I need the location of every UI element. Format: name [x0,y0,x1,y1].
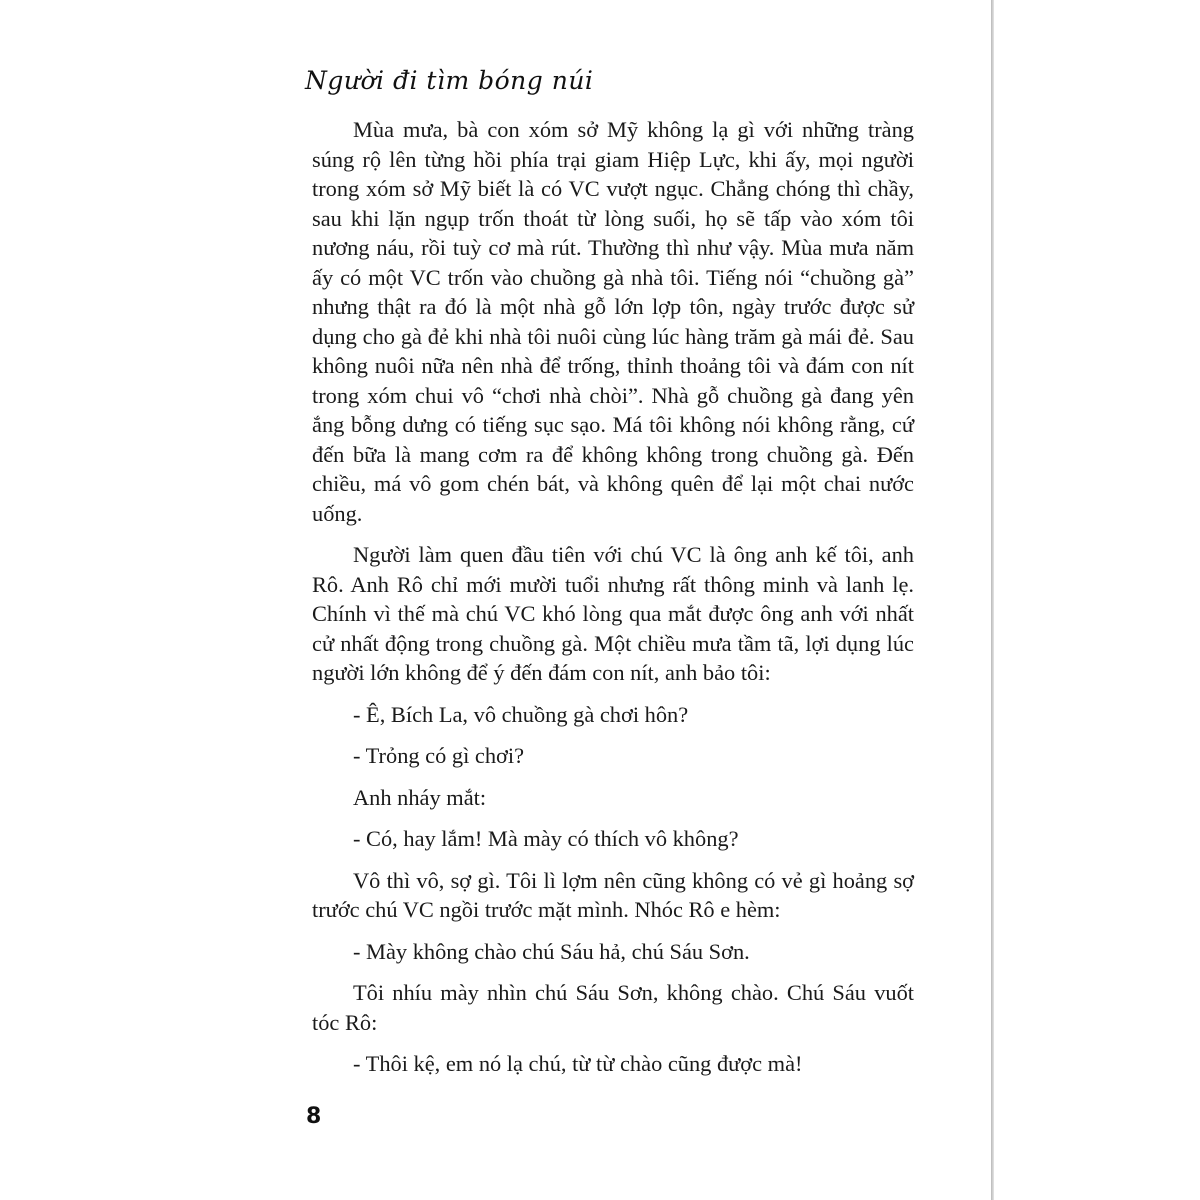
dialogue-line: - Có, hay lắm! Mà mày có thích vô không? [353,826,739,851]
dialogue-line: - Ê, Bích La, vô chuồng gà chơi hôn? [353,701,689,727]
dialogue-line: - Mày không chào chú Sáu hả, chú Sáu Sơn. [353,938,750,964]
body-text [312,115,914,1091]
page-edge [991,0,994,1200]
dialogue-line: - Thôi kệ, em nó lạ chú, từ từ chào cũng được mà! [353,1051,803,1076]
paragraph: Anh nháy mắt: [353,784,487,810]
paragraph: Tôi nhíu mày nhìn chú Sáu Sơn, không chào. Chú Sáu vuốt tóc Rô: [312,980,914,1035]
paragraph: Vô thì vô, sợ gì. Tôi lì lợm nên cũng không có vẻ gì hoảng sợ trước chú VC ngồi trước mặt mình. Nhóc Rô e hèm: [312,867,914,922]
dialogue-line: - Trỏng có gì chơi? [353,743,525,768]
running-header: Người đi tìm bóng núi [305,66,594,95]
paragraph: Người làm quen đầu tiên với chú VC là ông anh kế tôi, anh Rô. Anh Rô chỉ mới mười tuổi nhưng rất thông minh và lanh lẹ. Chính vì thế mà chú VC khó lòng qua mắt được ông anh với nhất cử nhất động trong chuồng gà. Một chiều mưa tầm tã, lợi dụng lúc người lớn không để ý đến đám con nít, anh bảo tôi: [312,542,914,685]
page-number: 8 [306,1104,322,1129]
paragraph: Mùa mưa, bà con xóm sở Mỹ không lạ gì với những tràng súng rộ lên từng hồi phía trại giam Hiệp Lực, khi ấy, mọi người trong xóm sở Mỹ biết là có VC vượt ngục. Chẳng chóng thì chầy, sau khi lặn ngụp trốn thoát từ lòng suối, họ sẽ tấp vào xóm tôi nương náu, rồi tuỳ cơ mà rút. Thường thì như vậy. Mùa mưa năm ấy có một VC trốn vào chuồng gà nhà tôi. Tiếng nói “chuồng gà” nhưng thật ra đó là một nhà gỗ lớn lợp tôn, ngày trước được sử dụng cho gà đẻ khi nhà tôi nuôi cùng lúc hàng trăm gà mái đẻ. Sau không nuôi nữa nên nhà để trống, thỉnh thoảng tôi và đám con nít trong xóm chui vô “chơi nhà chòi”. Nhà gỗ chuồng gà đang yên ắng bỗng dưng có tiếng sục sạo. Má tôi không nói không rằng, cứ đến bữa là mang cơm ra để không không trong chuồng gà. Đến chiều, má vô gom chén bát, và không quên để lại một chai nước uống. [312,117,914,526]
